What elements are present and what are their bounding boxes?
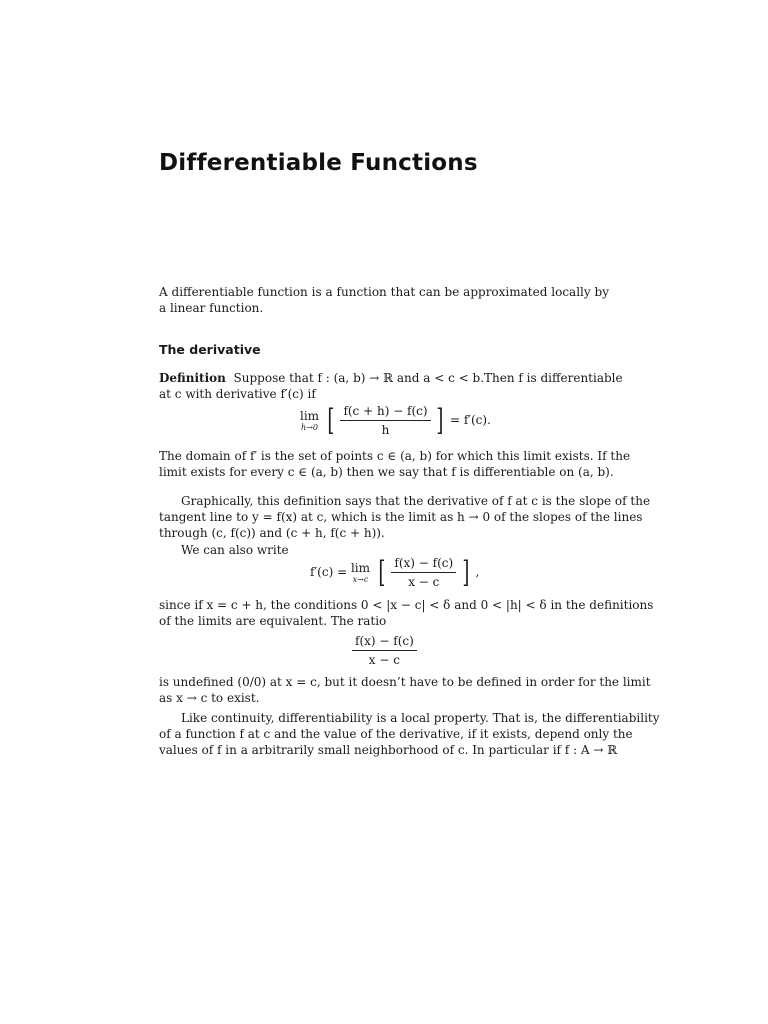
limit-operator: lim h→0: [300, 409, 320, 432]
undefined-paragraph-line: is undefined (0/0) at x = c, but it doesn’t have to be defined in order for the limit: [159, 675, 651, 689]
equation-derivative-definition: lim h→0 [ $\frac{f(c + h) - f(c)}{h}$ ] = f′(c).: [300, 402, 491, 438]
difference-quotient: $\frac{f(x) - f(c)}{x - c}$: [391, 556, 456, 589]
graph-paragraph-line: tangent line to y = f(x) at c, which is the limit as h → 0 of the slopes of the lines: [159, 510, 643, 524]
since-paragraph-line: since if x = c + h, the conditions 0 < |x − c| < δ and 0 < |h| < δ in the definitions: [159, 598, 654, 612]
graph-paragraph-line: Graphically, this definition says that the derivative of f at c is the slope of the: [181, 494, 651, 508]
definition-text-right: Then f is differentiable: [484, 371, 623, 385]
definition-line-1: [159, 370, 623, 386]
intro-paragraph: A differentiable function is a function that can be approximated locally by a linear function.: [159, 285, 609, 315]
domain-paragraph-line: limit exists for every c ∈ (a, b) then we say that f is differentiable on (a, b).: [159, 465, 614, 479]
undefined-paragraph-line: as x → c to exist.: [159, 691, 260, 705]
definition-line-2: at c with derivative f′(c) if: [159, 387, 316, 401]
chapter-title: Differentiable Functions: [159, 150, 478, 176]
equation-alternate-derivative: f′(c) = lim x→c [ $\frac{f(x) - f(c)}{x - c}$ ] ,: [310, 554, 480, 590]
ratio-fraction: $\frac{f(x) - f(c)}{x - c}$: [352, 634, 417, 667]
also-write-line: We can also write: [181, 543, 289, 557]
difference-quotient: $\frac{f(c + h) - f(c)}{h}$: [340, 404, 430, 437]
graph-paragraph-line: through (c, f(c)) and (c + h, f(c + h)).: [159, 526, 385, 540]
since-paragraph-line: of the limits are equivalent. The ratio: [159, 614, 387, 628]
continuity-paragraph-line: of a function f at c and the value of the derivative, if it exists, depend only the: [159, 727, 633, 741]
continuity-paragraph-line: values of f in a arbitrarily small neighborhood of c. In particular if f : A → ℝ: [159, 743, 618, 757]
definition-label: Definition: [159, 371, 226, 385]
domain-paragraph-line: The domain of f′ is the set of points c ∈ (a, b) for which this limit exists. If the: [159, 449, 631, 463]
definition-text-left: Suppose that f : (a, b) → ℝ and a < c < b.: [233, 371, 485, 385]
limit-operator: lim x→c: [350, 561, 371, 584]
section-heading: The derivative: [159, 342, 261, 357]
equation-ratio: [352, 634, 417, 667]
continuity-paragraph-line: Like continuity, differentiability is a local property. That is, the differentiability: [181, 711, 660, 725]
